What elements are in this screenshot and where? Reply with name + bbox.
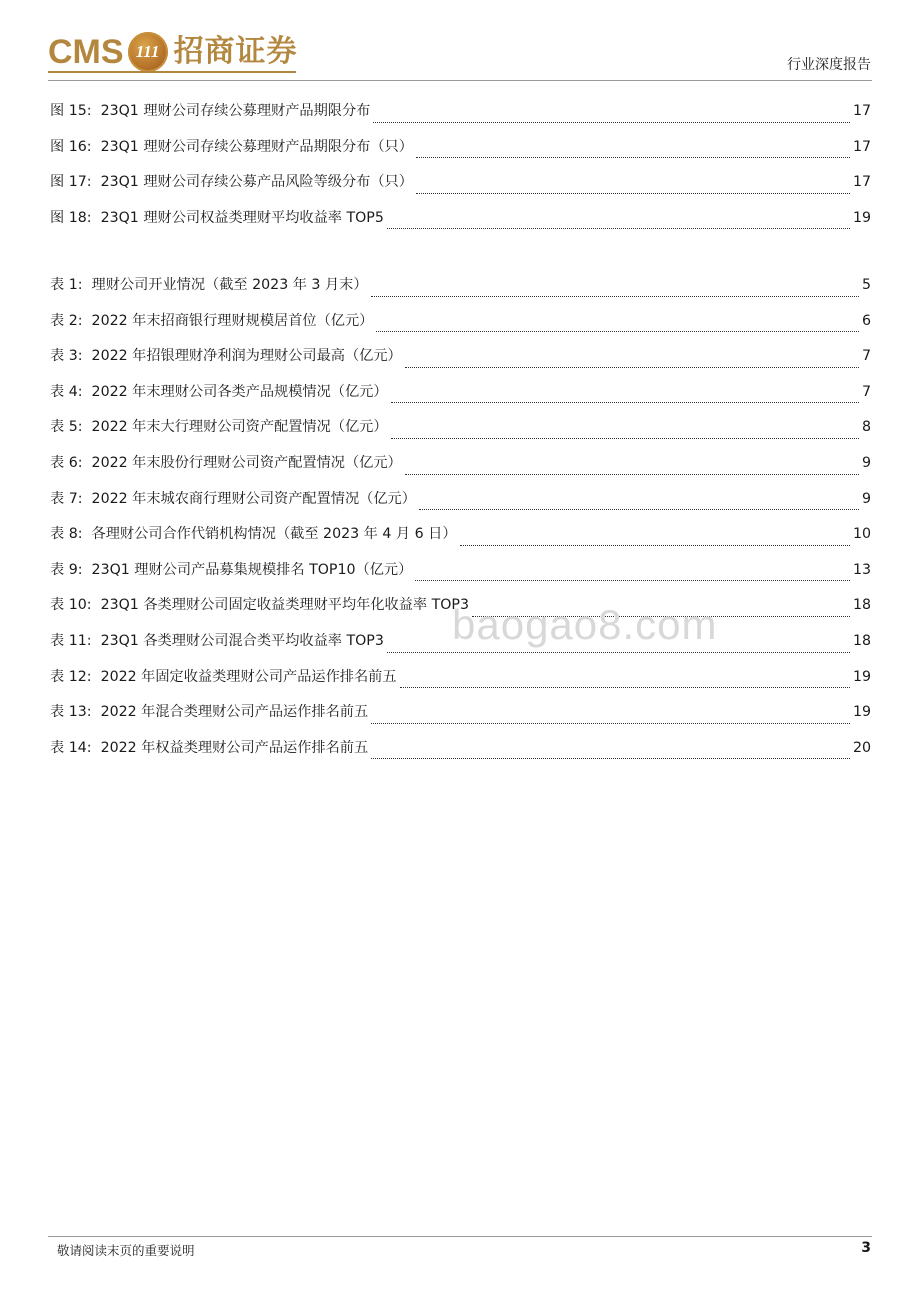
- toc-entry-table-8[interactable]: [50, 519, 871, 555]
- cms-logo: [48, 30, 298, 74]
- logo-wordmark: CMS: [48, 33, 124, 71]
- toc-entry-table-7[interactable]: [50, 484, 871, 520]
- header-divider: [48, 80, 872, 81]
- figure-list: [50, 96, 871, 238]
- toc-entry-label: 表 12:: [50, 668, 92, 685]
- toc-entry-title: 2022 年末理财公司各类产品规模情况（亿元）: [91, 383, 388, 400]
- toc-entry-title: 理财公司开业情况（截至 2023 年 3 月末）: [91, 277, 368, 293]
- toc-entry-page: 6: [861, 312, 871, 329]
- page-number: 3: [861, 1240, 871, 1256]
- toc-leader-dots: [391, 437, 859, 439]
- toc-leader-dots: [371, 722, 850, 724]
- toc-entry-label: 表 5:: [50, 419, 83, 436]
- toc-entry-page: 19: [852, 704, 871, 721]
- toc-entry-page: 17: [852, 138, 871, 155]
- toc-entry-figure-16[interactable]: [50, 132, 871, 168]
- toc-leader-dots: [373, 121, 850, 123]
- toc-leader-dots: [460, 544, 850, 546]
- toc-leader-dots: [472, 615, 850, 617]
- watermark: baogao8.com: [452, 601, 718, 648]
- toc-entry-page: 13: [852, 561, 871, 578]
- toc-entry-table-1[interactable]: [50, 270, 871, 306]
- toc-entry-page: 17: [852, 103, 871, 119]
- toc-entry-page: 19: [852, 668, 871, 685]
- toc-entry-table-13[interactable]: [50, 697, 871, 733]
- toc-entry-page: 17: [852, 174, 871, 191]
- toc-entry-label: 图 17:: [50, 174, 92, 191]
- toc-entry-title: 各理财公司合作代销机构情况（截至 2023 年 4 月 6 日）: [91, 526, 457, 543]
- toc-entry-figure-15[interactable]: [50, 96, 871, 132]
- toc-entry-title: 2022 年招银理财净利润为理财公司最高（亿元）: [91, 348, 402, 365]
- toc-entry-table-4[interactable]: [50, 377, 871, 413]
- toc-entry-label: 表 7:: [50, 490, 83, 507]
- toc-entry-label: 表 14:: [50, 739, 92, 756]
- page-header: [0, 0, 920, 80]
- toc-entry-title: 23Q1 各类理财公司混合类平均收益率 TOP3: [100, 632, 384, 649]
- toc-entry-page: 18: [852, 632, 871, 649]
- toc-leader-dots: [400, 686, 850, 688]
- toc-entry-table-14[interactable]: [50, 733, 871, 769]
- toc-leader-dots: [371, 295, 859, 297]
- toc-entry-label: 表 10:: [50, 597, 92, 614]
- toc-entry-label: 表 9:: [50, 561, 83, 578]
- toc-entry-page: 7: [861, 348, 871, 365]
- toc-leader-dots: [415, 579, 850, 581]
- toc-entry-figure-17[interactable]: [50, 167, 871, 203]
- logo-underline: [48, 71, 296, 73]
- toc-entry-title: 2022 年末股份行理财公司资产配置情况（亿元）: [91, 454, 402, 471]
- toc-leader-dots: [416, 156, 850, 158]
- toc-entry-table-6[interactable]: [50, 448, 871, 484]
- toc-leader-dots: [376, 330, 859, 332]
- toc-entry-table-3[interactable]: [50, 341, 871, 377]
- toc-entry-table-2[interactable]: [50, 306, 871, 342]
- toc-entry-page: 10: [852, 526, 871, 543]
- toc-entry-title: 2022 年末大行理财公司资产配置情况（亿元）: [91, 419, 388, 436]
- toc-entry-title: 23Q1 理财公司产品募集规模排名 TOP10（亿元）: [91, 561, 413, 578]
- logo-chinese-name: 招商证券: [173, 34, 298, 69]
- toc-entry-title: 2022 年混合类理财公司产品运作排名前五: [100, 704, 369, 721]
- logo-badge-icon: 111: [128, 32, 168, 72]
- toc-entry-table-9[interactable]: [50, 555, 871, 591]
- report-type: 行业深度报告: [787, 57, 871, 73]
- toc-entry-page: 5: [861, 277, 871, 293]
- toc-entry-title: 23Q1 理财公司存续公募产品风险等级分布（只）: [100, 174, 413, 191]
- toc-entry-label: 表 2:: [50, 312, 83, 329]
- toc-leader-dots: [405, 473, 859, 475]
- toc-entry-page: 18: [852, 597, 871, 614]
- toc-entry-page: 7: [861, 383, 871, 400]
- footer-divider: [48, 1236, 872, 1237]
- toc-leader-dots: [371, 757, 850, 759]
- toc-entry-label: 表 1:: [50, 277, 83, 293]
- toc-entry-label: 图 16:: [50, 138, 92, 155]
- toc-entry-page: 9: [861, 490, 871, 507]
- toc-entry-table-11[interactable]: [50, 626, 871, 662]
- toc-entry-table-12[interactable]: [50, 662, 871, 698]
- toc-leader-dots: [416, 192, 850, 194]
- toc-entry-label: 表 4:: [50, 383, 83, 400]
- toc-entry-label: 表 8:: [50, 526, 83, 543]
- table-list: [50, 270, 871, 768]
- toc-entry-figure-18[interactable]: [50, 203, 871, 239]
- toc-entry-page: 19: [852, 209, 871, 226]
- toc-entry-label: 图 15:: [50, 103, 92, 119]
- toc-leader-dots: [419, 508, 859, 510]
- toc-entry-title: 2022 年权益类理财公司产品运作排名前五: [100, 739, 369, 756]
- toc-entry-label: 表 3:: [50, 348, 83, 365]
- toc-entry-label: 表 6:: [50, 454, 83, 471]
- toc-leader-dots: [405, 366, 859, 368]
- toc-leader-dots: [391, 401, 859, 403]
- toc-entry-title: 2022 年末招商银行理财规模居首位（亿元）: [91, 312, 374, 329]
- toc-entry-title: 2022 年末城农商行理财公司资产配置情况（亿元）: [91, 490, 416, 507]
- toc-entry-page: 9: [861, 454, 871, 471]
- toc-entry-title: 23Q1 理财公司权益类理财平均收益率 TOP5: [100, 209, 384, 226]
- toc-entry-page: 8: [861, 419, 871, 436]
- toc-entry-table-10[interactable]: [50, 590, 871, 626]
- toc-entry-title: 23Q1 各类理财公司固定收益类理财平均年化收益率 TOP3: [100, 597, 469, 614]
- toc-entry-page: 20: [852, 739, 871, 756]
- toc-entry-label: 表 11:: [50, 632, 92, 649]
- toc-entry-table-5[interactable]: [50, 412, 871, 448]
- toc-entry-title: 23Q1 理财公司存续公募理财产品期限分布: [100, 103, 371, 119]
- toc-entry-label: 图 18:: [50, 209, 92, 226]
- toc-entry-title: 2022 年固定收益类理财公司产品运作排名前五: [100, 668, 397, 685]
- toc-leader-dots: [387, 651, 850, 653]
- toc-entry-label: 表 13:: [50, 704, 92, 721]
- toc-leader-dots: [387, 227, 850, 229]
- footer-disclaimer-note: 敬请阅读末页的重要说明: [57, 1243, 195, 1258]
- toc-entry-title: 23Q1 理财公司存续公募理财产品期限分布（只）: [100, 138, 413, 155]
